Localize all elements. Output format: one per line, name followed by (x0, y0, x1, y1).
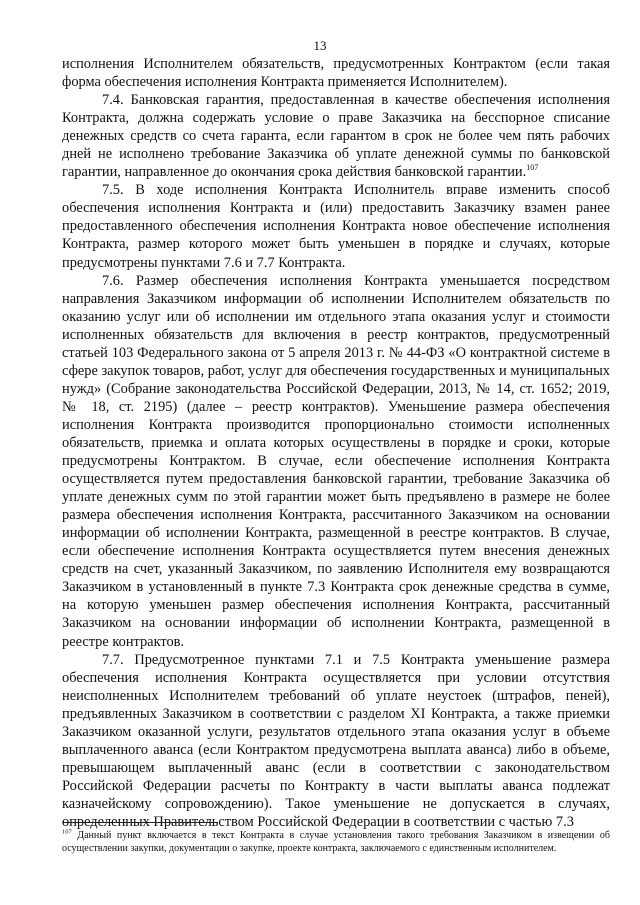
footnote-text: Данный пункт включается в текст Контракта в случае установления такого требования Заказчиком в извещении об осуществлении закупки, документации о закупке, проекте контракта, заключаемого с единственным исполнителем. (62, 830, 610, 854)
paragraph-7-4-text: 7.4. Банковская гарантия, предоставленная в качестве обеспечения исполнения Контракта, должна содержать условие о праве Заказчика на бесспорное списание денежных средств со счета гаранта, если гарантом в срок не более чем пять рабочих дней не исполнено требование Заказчика об уплате денежной суммы по банковской гарантии, направленное до окончания срока действия банковской гарантии. (62, 92, 610, 181)
footnote-reference[interactable]: 107 (526, 163, 539, 173)
paragraph-7-7: 7.7. Предусмотренное пунктами 7.1 и 7.5 Контракта уменьшение размера обеспечения исполнения Контракта осуществляется при условии отсутствия неисполненных Исполнителем требований об уплате неустоек (штрафов, пеней), предъявленных Заказчиком в соответствии с разделом XI Контракта, а также приемки Заказчиком оказанной услуги, результатов отдельного этапа оказания услуг в объеме выплаченного аванса (если Контрактом предусмотрена выплата аванса) либо в объеме, превышающем выплаченный аванс (если в соответствии с законодательством Российской Федерации расчеты по Контракту в части выплаты аванса подлежат казначейскому сопровождению). Такое уменьшение не допускается в случаях, определенных Правительством Российской Федерации в соответствии с частью 7.3 (62, 651, 610, 830)
page-number: 13 (313, 38, 327, 53)
paragraph-continuation: исполнения Исполнителем обязательств, предусмотренных Контрактом (если такая форма обеспечения исполнения Контракта применяется Исполнителем). (62, 56, 610, 91)
paragraph-7-6: 7.6. Размер обеспечения исполнения Контракта уменьшается посредством направления Заказчиком информации об исполнении Исполнителем обязательств по оказанию услуг или об исполнении им отдельного этапа оказания услуг и стоимости исполненных обязательств для включения в реестр контрактов, предусмотренный статьей 103 Федерального закона от 5 апреля 2013 г. № 44-ФЗ «О контрактной системе в сфере закупок товаров, работ, услуг для обеспечения государственных и муниципальных нужд» (Собрание законодательства Российской Федерации, 2013, № 14, ст. 1652; 2019, № 18, ст. 2195) (далее – реестр контрактов). Уменьшение размера обеспечения исполнения Контракта производится пропорционально стоимости исполненных обязательств, приемка и оплата которых осуществлены в порядке и сроки, которые предусмотрены Контрактом. В случае, если обеспечение исполнения Контракта осуществляется путем предоставления банковской гарантии, требование Заказчика об уплате денежных сумм по этой гарантии может быть предъявлено в размере не более размера обеспечения исполнения Контракта, рассчитанного Заказчиком на основании информации об исполнении Контракта, размещенной в реестре контрактов. В случае, если обеспечение исполнения Контракта осуществляется путем внесения денежных средств на счет, указанный Заказчиком, по заявлению Исполнителя ему возвращаются Заказчиком в установленный в пункте 7.3 Контракта срок денежные средства в сумме, на которую уменьшен размер обеспечения исполнения Контракта, рассчитанный Заказчиком на основании информации об исполнении Контракта, размещенной в реестре контрактов. (62, 272, 610, 650)
paragraph-7-5: 7.5. В ходе исполнения Контракта Исполнитель вправе изменить способ обеспечения исполнения Контракта и (или) предоставить Заказчику взамен ранее предоставленного обеспечения исполнения Контракта новое обеспечение исполнения Контракта, размер которого может быть уменьшен в порядке и случаях, которые предусмотрены пунктами 7.6 и 7.7 Контракта. (62, 182, 610, 271)
footnote-separator (62, 822, 218, 823)
footnote-number: 107 (62, 828, 72, 836)
paragraph-7-4 (62, 91, 610, 181)
footnote (62, 830, 610, 855)
document-body (62, 55, 610, 831)
